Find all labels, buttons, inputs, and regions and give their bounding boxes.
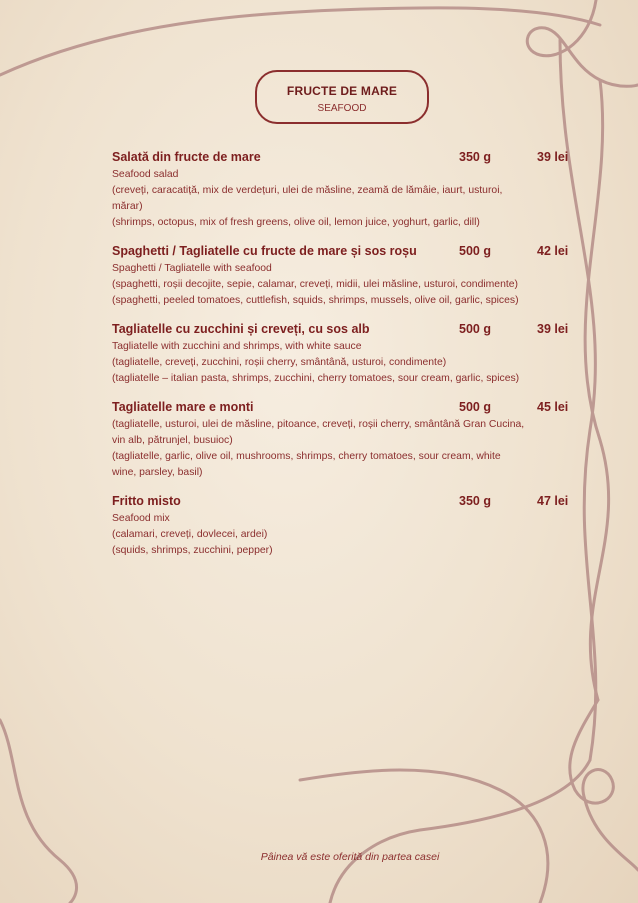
section-header [255, 70, 429, 124]
item-weight: 350 g [459, 150, 491, 164]
item-weight: 350 g [459, 494, 491, 508]
item-ingredients-en: (shrimps, octopus, mix of fresh greens, olive oil, lemon juice, yoghurt, garlic, dill) [112, 217, 480, 228]
item-name: Tagliatelle mare e monti [112, 400, 254, 414]
section-subtitle: SEAFOOD [317, 103, 367, 114]
item-price: 39 lei [537, 150, 569, 164]
menu-item [112, 494, 582, 559]
item-name: Salată din fructe de mare [112, 150, 261, 164]
item-weight: 500 g [459, 322, 491, 336]
item-ingredients-ro: vin alb, pătrunjel, busuioc) [112, 435, 233, 446]
item-weight: 500 g [459, 244, 491, 258]
item-name: Spaghetti / Tagliatelle cu fructe de mare și sos roșu [112, 244, 417, 258]
item-price: 42 lei [537, 244, 569, 258]
item-description: Seafood salad [112, 169, 179, 180]
item-price: 47 lei [537, 494, 569, 508]
menu-item [112, 322, 582, 387]
item-description: Tagliatelle with zucchini and shrimps, with white sauce [112, 341, 362, 352]
item-ingredients-en: (tagliatelle, garlic, olive oil, mushrooms, shrimps, cherry tomatoes, sour cream, white [112, 451, 501, 462]
item-ingredients-ro: (tagliatelle, usturoi, ulei de măsline, pitoance, creveți, roșii cherry, smântână Gran Cucina, [112, 419, 525, 430]
item-ingredients-en: (tagliatelle – italian pasta, shrimps, zucchini, cherry tomatoes, sour cream, garlic, spices) [112, 373, 520, 384]
item-weight: 500 g [459, 400, 491, 414]
item-ingredients-ro: (creveți, caracatiță, mix de verdețuri, ulei de măsline, zeamă de lămâie, iaurt, usturoi, [112, 185, 503, 196]
item-ingredients-en: (squids, shrimps, zucchini, pepper) [112, 545, 273, 556]
item-description: Spaghetti / Tagliatelle with seafood [112, 263, 272, 274]
item-ingredients-en: (spaghetti, peeled tomatoes, cuttlefish, squids, shrimps, mussels, olive oil, garlic, spices) [112, 295, 519, 306]
item-ingredients-en: wine, parsley, basil) [112, 467, 203, 478]
item-name: Fritto misto [112, 494, 181, 508]
menu-list [112, 150, 582, 572]
item-ingredients-ro: (spaghetti, roșii decojite, sepie, calamar, creveți, midii, ulei măsline, usturoi, condimente) [112, 279, 518, 290]
menu-item [112, 150, 582, 231]
section-title: FRUCTE DE MARE [286, 84, 398, 98]
item-ingredients-ro: (tagliatelle, creveți, zucchini, roșii cherry, smântână, usturoi, condimente) [112, 357, 447, 368]
item-description: Seafood mix [112, 513, 170, 524]
footer-note: Pâinea vă este oferită din partea casei [260, 851, 440, 863]
item-price: 39 lei [537, 322, 569, 336]
item-ingredients-ro: (calamari, creveți, dovlecei, ardei) [112, 529, 268, 540]
item-price: 45 lei [537, 400, 569, 414]
menu-item [112, 400, 582, 481]
item-ingredients-ro: mărar) [112, 201, 143, 212]
menu-item [112, 244, 582, 309]
item-name: Tagliatelle cu zucchini și creveți, cu sos alb [112, 322, 370, 336]
